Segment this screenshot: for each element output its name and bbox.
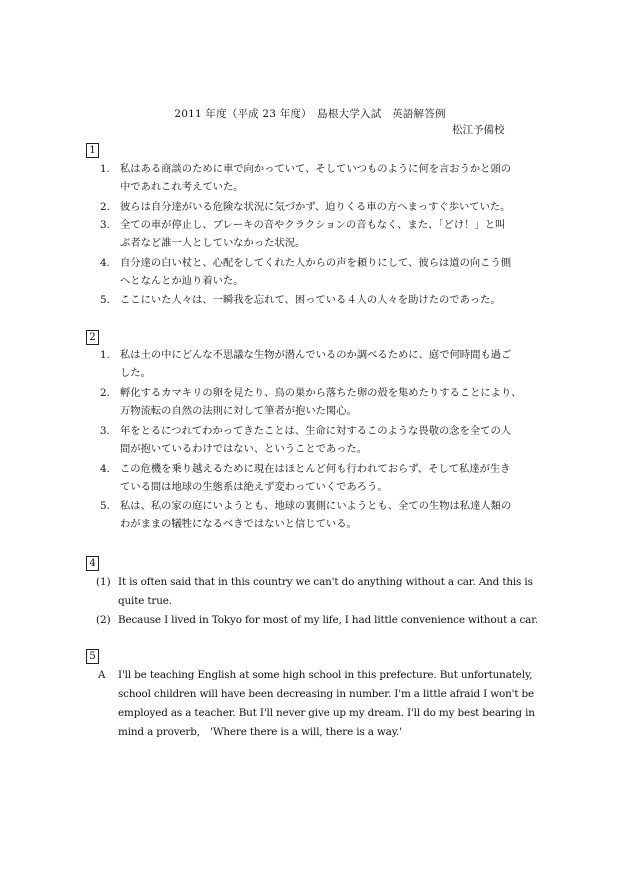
item-marker: 1. xyxy=(100,349,110,361)
item-line: この危機を乗り越えるために現在はほとんど何も行われておらず、そして私達が生き xyxy=(120,463,511,475)
item-marker: 5. xyxy=(100,294,110,306)
item-line: 私はある商談のために車で向かっていて、そしていつものように何を言おうかと頭の xyxy=(120,163,512,175)
section-number-box: 4 xyxy=(86,556,99,571)
item-marker: (1) xyxy=(96,576,111,588)
item-line: 自分達の白い杖と、心配をしてくれた人からの声を頼りにして、彼らは道の向こう側 xyxy=(120,257,512,269)
item-line: へとなんとか辿り着いた。 xyxy=(120,275,244,287)
item-marker: 4. xyxy=(100,463,110,475)
item-line: quite true. xyxy=(118,595,172,607)
item-line: 彼らは自分達がいる危険な状況に気づかず、迫りくる車の方へまっすぐ歩いていた。 xyxy=(120,201,511,213)
item-marker: A xyxy=(98,669,106,681)
item-line: 年をとるにつれてわかってきたことは、生命に対するこのような畏敬の念を全ての人 xyxy=(120,425,512,437)
item-line: mind a proverb, 'Where there is a will, there is a way.' xyxy=(118,726,402,738)
item-line: 私は土の中にどんな不思議な生物が潜んでいるのか調べるために、庭で何時間も過ご xyxy=(120,349,512,361)
section-number-box: 2 xyxy=(86,330,99,345)
item-marker: 1. xyxy=(100,163,110,175)
item-marker: 4. xyxy=(100,257,110,269)
item-line: I'll be teaching English at some high school in this prefecture. But unfortunately, xyxy=(118,669,533,681)
item-line: した。 xyxy=(120,367,151,379)
item-line: It is often said that in this country we can't do anything without a car. And this is xyxy=(118,576,533,588)
item-marker: 2. xyxy=(100,201,110,213)
item-line: ている間は地球の生態系は絶えず変わっていくであろう。 xyxy=(120,481,388,493)
section-number-box: 5 xyxy=(86,649,99,664)
item-line: 間が抱いているわけではない、ということであった。 xyxy=(120,443,368,455)
item-line: 孵化するカマキリの卵を見たり、鳥の巣から落ちた卵の殻を集めたりすることにより、 xyxy=(120,387,522,399)
item-marker: 3. xyxy=(100,219,110,231)
item-line: employed as a teacher. But I'll never give up my dream. I'll do my best bearing in xyxy=(118,707,535,719)
item-line: 万物流転の自然の法則に対して筆者が抱いた関心。 xyxy=(120,405,357,417)
item-marker: (2) xyxy=(96,614,111,626)
item-line: ぶ者など誰一人としていなかった状況。 xyxy=(120,237,306,249)
item-line: ここにいた人々は、一瞬我を忘れて、困っている４人の人々を助けたのであった。 xyxy=(120,294,501,306)
item-line: 私は、私の家の庭にいようとも、地球の裏側にいようとも、全ての生物は私達人類の xyxy=(120,500,512,512)
item-line: school children will have been decreasing in number. I'm a little afraid I won't be xyxy=(118,688,535,700)
item-line: Because I lived in Tokyo for most of my life, I had little convenience without a car. xyxy=(118,614,539,626)
item-marker: 5. xyxy=(100,500,110,512)
item-marker: 3. xyxy=(100,425,110,437)
section-number-box: 1 xyxy=(86,143,99,158)
item-line: わがままの犠牲になるべきではないと信じている。 xyxy=(120,518,357,530)
document-title: 2011 年度（平成 23 年度） 島根大学入試 英語解答例 xyxy=(174,108,446,120)
item-line: 中であれこれ考えていた。 xyxy=(120,181,244,193)
item-line: 全ての車が停止し、ブレーキの音やクラクションの音もなく、また、「どけ！」と叫 xyxy=(120,219,506,231)
item-marker: 2. xyxy=(100,387,110,399)
school-name: 松江予備校 xyxy=(452,124,505,136)
